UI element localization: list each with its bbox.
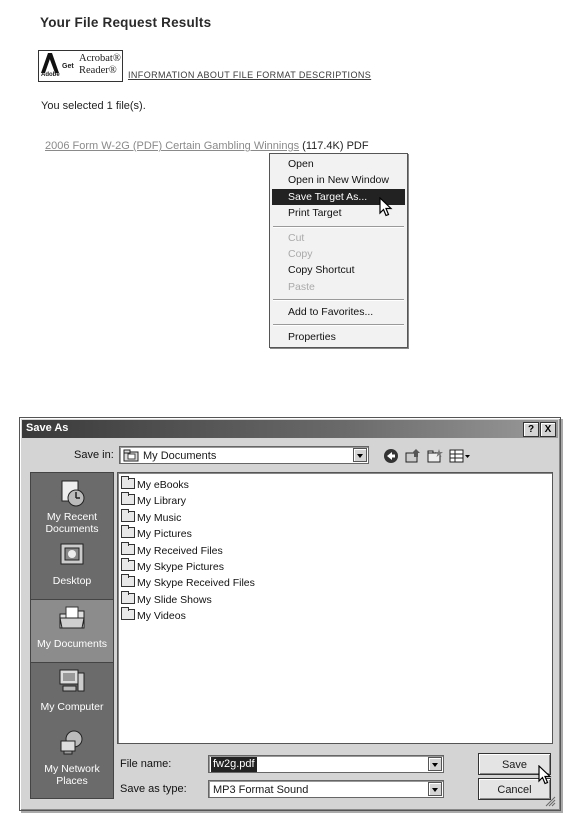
resize-grip-icon[interactable] <box>545 796 556 807</box>
dialog-title: Save As <box>26 422 69 434</box>
folder-icon <box>121 576 135 587</box>
up-one-level-icon[interactable] <box>405 448 421 464</box>
place-desktop[interactable]: Desktop <box>31 537 113 599</box>
places-bar <box>30 472 114 799</box>
place-my-network-places[interactable]: My Network Places <box>31 725 113 787</box>
menu-separator <box>273 226 404 228</box>
documents-folder-icon <box>123 449 139 462</box>
page-title: Your File Request Results <box>40 15 212 30</box>
selection-count-text: You selected 1 file(s). <box>41 100 146 112</box>
folder-icon <box>121 478 135 489</box>
file-list <box>117 472 553 744</box>
dialog-titlebar[interactable] <box>22 420 558 438</box>
new-folder-icon[interactable] <box>427 448 443 464</box>
save-in-label: Save in: <box>74 449 114 461</box>
adobe-wordmark: Adobe <box>41 72 60 78</box>
place-my-documents[interactable]: My Documents <box>31 599 113 663</box>
list-item[interactable]: My eBooks <box>121 477 189 493</box>
chevron-down-icon[interactable] <box>353 448 367 462</box>
file-download-link[interactable]: 2006 Form W-2G (PDF) Certain Gambling Winnings <box>45 140 300 152</box>
folder-icon <box>121 560 135 571</box>
save-in-dropdown[interactable] <box>119 446 369 464</box>
list-item[interactable]: My Received Files <box>121 543 223 559</box>
chevron-down-icon[interactable] <box>428 782 442 796</box>
save-as-type-label: Save as type: <box>120 783 187 795</box>
get-acrobat-reader-badge[interactable] <box>38 50 123 82</box>
chevron-down-icon[interactable] <box>428 757 442 771</box>
save-button[interactable]: Save <box>478 753 551 775</box>
back-icon[interactable] <box>383 448 399 464</box>
file-name-value: fw2g.pdf <box>213 758 255 770</box>
file-name-label: File name: <box>120 758 172 770</box>
folder-icon <box>121 544 135 555</box>
file-size-text: (117.4K) PDF <box>299 140 369 152</box>
place-my-computer[interactable]: My Computer <box>31 663 113 725</box>
list-item[interactable]: My Skype Pictures <box>121 559 224 575</box>
my-documents-icon <box>58 604 86 632</box>
menu-item-open-new-window[interactable]: Open in New Window <box>288 174 389 186</box>
help-button[interactable]: ? <box>523 422 539 437</box>
my-computer-icon <box>58 667 86 695</box>
menu-item-copy[interactable]: Copy <box>288 248 313 260</box>
pictures-folder-icon <box>121 527 135 538</box>
place-my-recent-documents[interactable]: My Recent Documents <box>31 475 113 537</box>
menu-item-paste[interactable]: Paste <box>288 281 315 293</box>
list-item[interactable]: My Pictures <box>121 526 192 542</box>
save-as-type-value: MP3 Format Sound <box>213 784 309 796</box>
list-item[interactable]: My Music <box>121 510 181 526</box>
desktop-icon <box>58 541 86 569</box>
menu-item-cut[interactable]: Cut <box>288 232 305 244</box>
views-menu-icon[interactable] <box>449 448 471 464</box>
context-menu <box>269 153 408 348</box>
list-item[interactable]: My Library <box>121 493 186 509</box>
list-item[interactable]: My Slide Shows <box>121 592 212 608</box>
music-folder-icon <box>121 511 135 522</box>
adobe-logo-icon <box>41 53 59 73</box>
save-as-type-dropdown[interactable] <box>208 780 444 798</box>
get-label: Get <box>62 63 74 70</box>
recent-documents-icon <box>58 479 86 507</box>
network-places-icon <box>58 729 86 757</box>
menu-separator <box>273 324 404 326</box>
menu-item-copy-shortcut[interactable]: Copy Shortcut <box>288 264 355 276</box>
menu-item-add-favorites[interactable]: Add to Favorites... <box>288 306 374 318</box>
format-descriptions-link[interactable]: INFORMATION ABOUT FILE FORMAT DESCRIPTIONS <box>128 70 372 80</box>
menu-separator <box>273 299 404 301</box>
folder-icon <box>121 494 135 505</box>
list-item[interactable]: My Videos <box>121 608 186 624</box>
video-folder-icon <box>121 609 135 620</box>
mouse-pointer-icon <box>538 765 552 785</box>
close-button[interactable]: X <box>540 422 556 437</box>
list-item[interactable]: My Skype Received Files <box>121 575 255 591</box>
save-in-value: My Documents <box>143 450 217 462</box>
mouse-pointer-icon <box>379 197 393 217</box>
folder-icon <box>121 593 135 604</box>
file-result-row <box>45 140 369 152</box>
menu-item-open[interactable]: Open <box>288 158 314 170</box>
file-name-input[interactable] <box>208 755 444 773</box>
acrobat-reader-label: Acrobat® Reader® <box>79 53 121 76</box>
menu-item-print-target[interactable]: Print Target <box>288 207 342 219</box>
menu-item-properties[interactable]: Properties <box>288 331 336 343</box>
cancel-button[interactable]: Cancel <box>478 778 551 800</box>
menu-item-save-target-as[interactable]: Save Target As... <box>272 189 405 205</box>
